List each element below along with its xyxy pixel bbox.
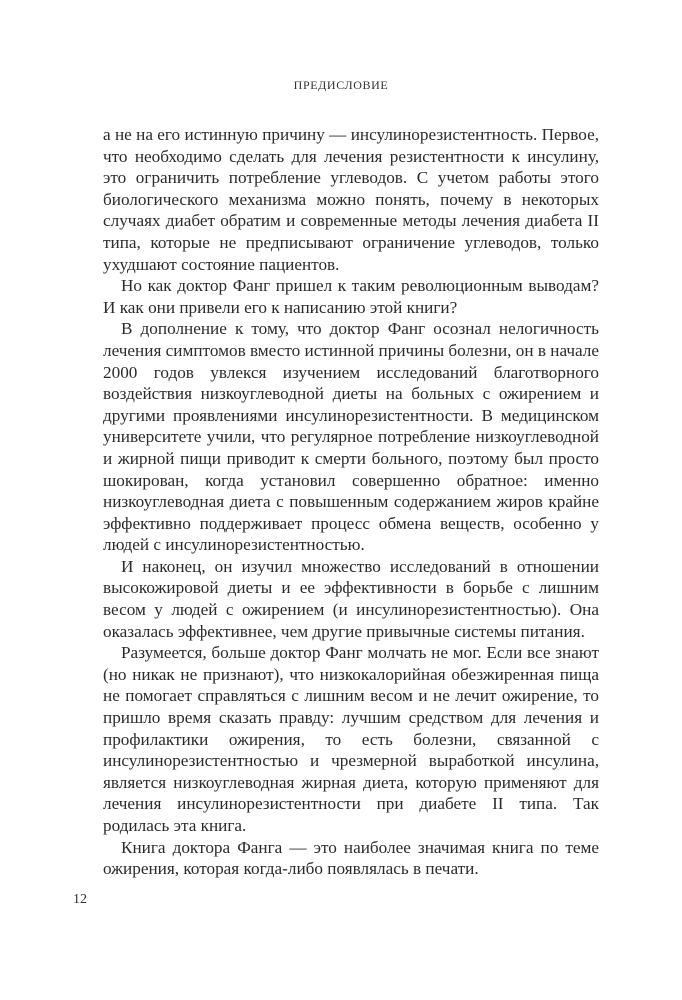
paragraph: Разумеется, больше доктор Фанг молчать не мог. Если все знают (но никак не признают), что низкокалорийная обезжиренная пища не помогает справляться с лишним весом и не лечит ожирение, то пришло время сказать правду: лучшим средством для лечения и профилактики ожирения, то есть болезни, связанной с инсулинорезистентностью и чрезмерной выработкой инсулина, является низкоуглеводная жирная диета, которую применяют для лечения инсулинорезистентности при диабете II типа. Так родилась эта книга. (103, 643, 599, 835)
paragraph: И наконец, он изучил множество исследований в отношении высокожировой диеты и ее эффективности в борьбе с лишним весом у людей с ожирением (и инсулинорезистентностью). Она оказалась эффективнее, чем другие привычные системы питания. (103, 556, 599, 641)
paragraph: В дополнение к тому, что доктор Фанг осознал нелогичность лечения симптомов вместо истинной причины болезни, он в начале 2000 годов увлекся изучением исследований благотворного воздействия низкоуглеводной диеты на больных с ожирением и другими проявлениями инсулинорезистентности. В медицинском университете учили, что регулярное потребление низкоуглеводной и жирной пищи приводит к смерти больного, поэтому был просто шокирован, когда установил совершенно обратное: именно низкоуглеводная диета с повышенным содержанием жиров крайне эффективно поддерживает процесс обмена веществ, особенно у людей с инсулинорезистентностью. (103, 319, 600, 555)
page-number: 12 (73, 892, 87, 907)
paragraph: а не на его истинную причину — инсулинорезистентность. Первое, что необходимо сделать для лечения резистентности к инсулину, это ограничить потребление углеводов. С учетом работы этого биологического механизма можно понять, почему в некоторых случаях диабет обратим и современные методы лечения диабета II типа, которые не предписывают ограничение углеводов, только ухудшают состояние пациентов. (103, 125, 599, 274)
paragraph: Но как доктор Фанг пришел к таким революционным выводам? И как они привели его к написанию этой книги? (103, 276, 599, 317)
running-header: ПРЕДИСЛОВИЕ (293, 78, 389, 92)
paragraph: Книга доктора Фанга — это наиболее значимая книга по теме ожирения, которая когда-либо появлялась в печати. (103, 837, 599, 879)
body-text (103, 124, 599, 880)
